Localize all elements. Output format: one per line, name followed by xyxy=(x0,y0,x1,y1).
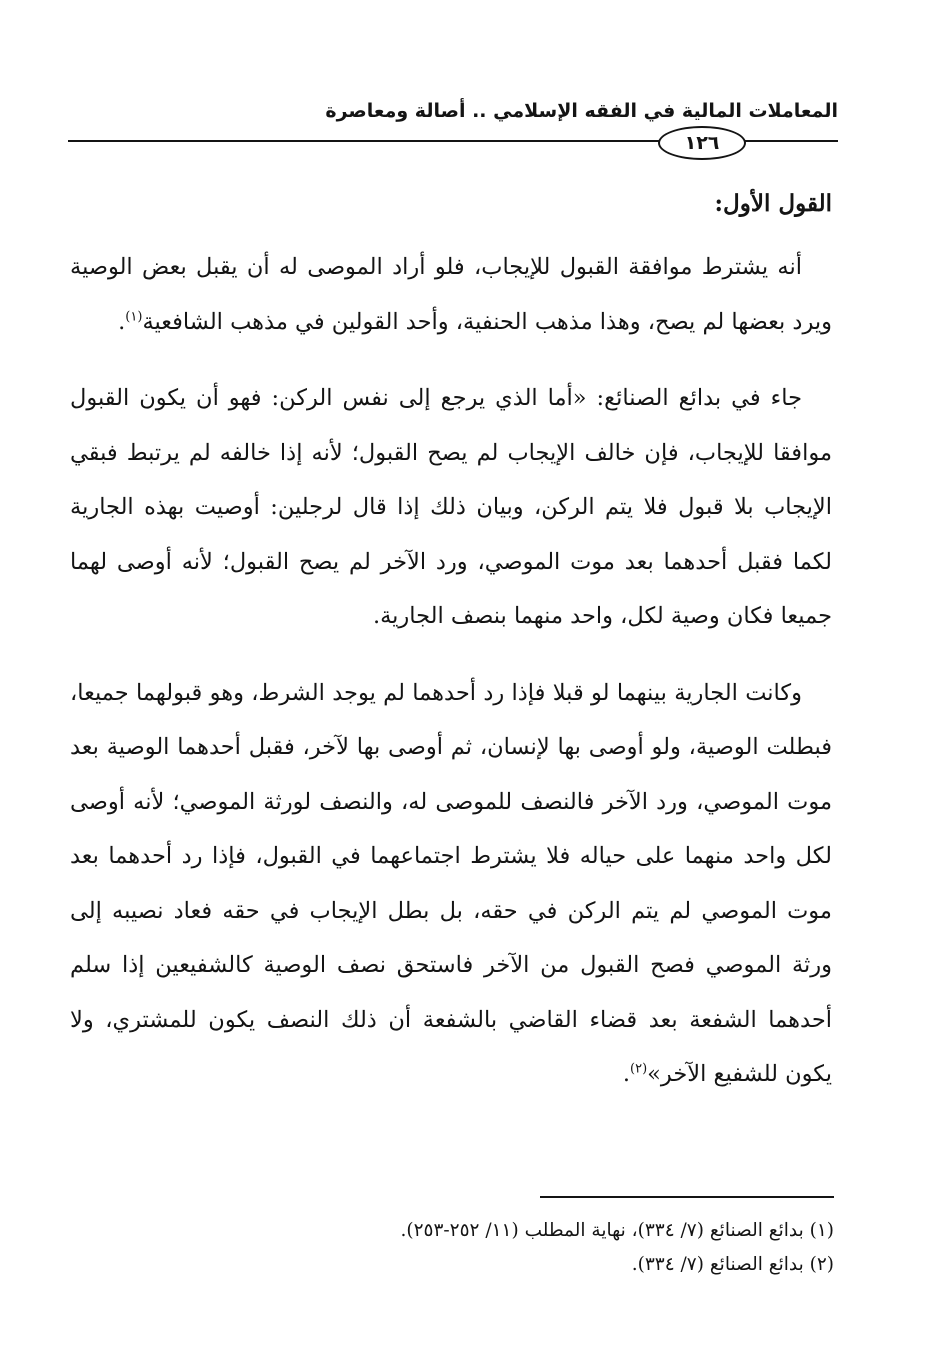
page-number: ١٢٦ xyxy=(658,126,746,160)
footnote-separator xyxy=(540,1196,834,1198)
paragraph-tail: . xyxy=(622,1061,631,1087)
paragraph-text: وكانت الجارية بينهما لو قبلا فإذا رد أحدهما لم يوجد الشرط، وهو قبولهما جميعا، فبطلت الوصية، ولو أوصى بها لإنسان، ثم أوصى بها لآخر، فقبل أحدهما الوصية بعد موت الموصي، ورد الآخر فالنصف للموصى له، والنصف لورثة الموصي؛ لأنه أوصى لكل واحد منهما على حياله فلا يشترط اجتماعهما في القبول، فإذا رد أحدهما بعد موت الموصي لم يتم الركن في حقه، بل بطل الإيجاب في حقه فعاد نصيبه إلى ورثة الموصي فصح القبول من الآخر فاستحق نصف الوصية كالشفيعين إذا سلم أحدهما الشفعة بعد قضاء القاضي بالشفعة أن ذلك النصف يكون للمشتري، ولا يكون للشفيع الآخر» xyxy=(70,679,832,1087)
paragraph-tail: . xyxy=(118,308,126,335)
paragraph-text: جاء في بدائع الصنائع: «أما الذي يرجع إلى نفس الركن: فهو أن يكون القبول موافقا للإيجاب، فإن خالف الإيجاب لم يصح القبول؛ لأنه إذا خالفه لم يرتبط فبقي الإيجاب بلا قبول فلا يتم الركن، وبيان ذلك إذا قال لرجلين: أوصيت بهذه الجارية لكما فقبل أحدهما بعد موت الموصي، ورد الآخر لم يصح القبول؛ لأنه أوصى لهما جميعا فكان وصية لكل، واحد منهما بنصف الجارية. xyxy=(70,385,832,629)
book-title: المعاملات المالية في الفقه الإسلامي .. أصالة ومعاصرة xyxy=(325,100,838,122)
paragraph-1 xyxy=(70,240,832,349)
paragraph-text: أنه يشترط موافقة القبول للإيجاب، فلو أراد الموصى له أن يقبل بعض الوصية ويرد بعضها لم يصح، وهذا مذهب الحنفية، وأحد القولين في مذهب الشافعية xyxy=(70,254,832,335)
paragraph-3 xyxy=(70,666,832,1102)
running-header xyxy=(68,98,838,158)
footnote-ref-2[interactable]: (٢) xyxy=(630,1061,648,1077)
section-heading: القول الأول: xyxy=(714,190,832,217)
footnote-ref-1[interactable]: (١) xyxy=(125,309,143,324)
footnotes xyxy=(70,1214,834,1282)
paragraph-2 xyxy=(70,371,832,644)
footnote-2: (٢) بدائع الصنائع (٧/ ٣٣٤). xyxy=(631,1254,834,1275)
footnote-1: (١) بدائع الصنائع (٧/ ٣٣٤)، نهاية المطلب (١١/ ٢٥٢-٢٥٣). xyxy=(400,1220,834,1241)
page-body xyxy=(70,180,832,1124)
